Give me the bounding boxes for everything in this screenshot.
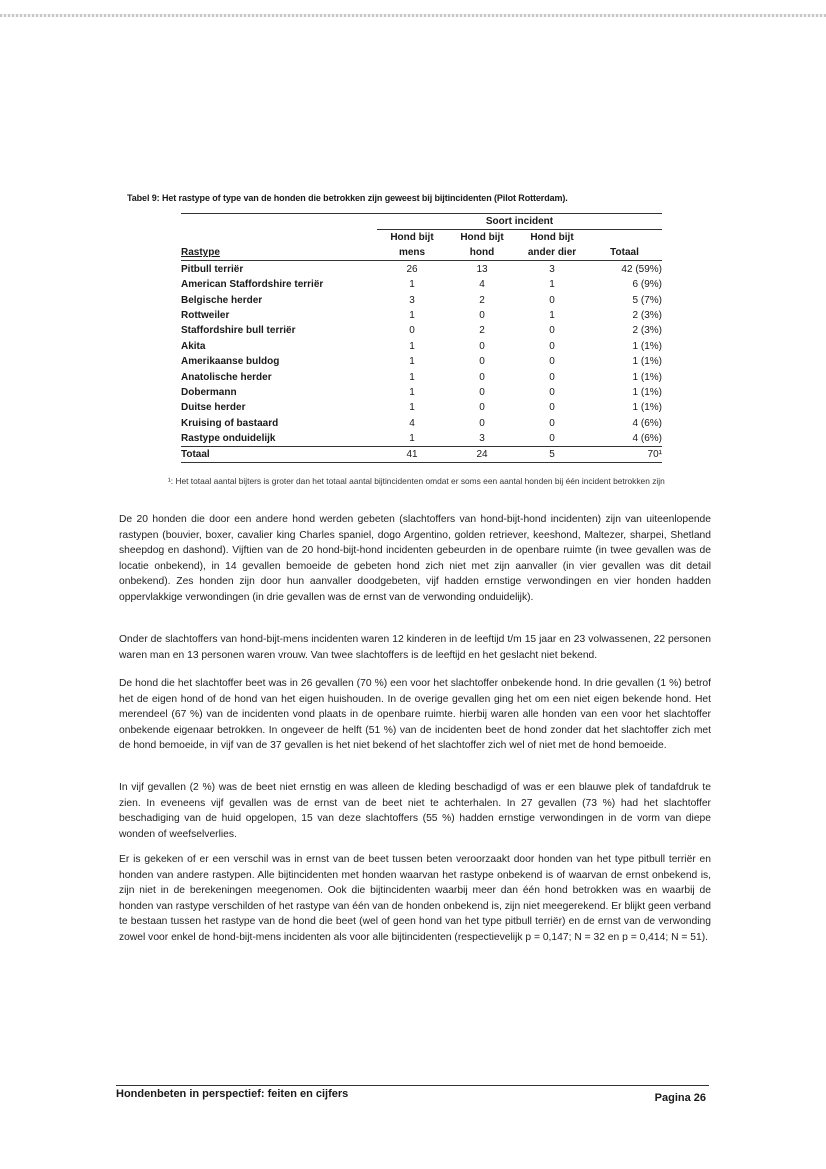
row-dier: 0 — [549, 417, 555, 429]
row-mens: 4 — [409, 417, 415, 429]
row-hond: 0 — [479, 371, 485, 383]
table-body — [181, 261, 662, 447]
row-totaal: 2 (3%) — [632, 309, 662, 321]
col-header-totaal: Totaal — [587, 230, 662, 261]
row-breed: Belgische herder — [181, 294, 263, 306]
table-row — [181, 338, 662, 353]
row-breed: Staffordshire bull terriër — [181, 325, 296, 337]
row-totaal: 1 (1%) — [632, 356, 662, 368]
row-hond: 3 — [479, 433, 485, 445]
row-dier: 1 — [549, 279, 555, 291]
paragraph-2: Onder de slachtoffers van hond-bijt-mens incidenten waren 12 kinderen in de leeftijd t/m 15 jaar en 23 volwassenen, 22 personen waren man en 13 personen waren vrouw. Van twee slachtoffers is de leeftijd en het geslacht niet bekend. — [119, 634, 711, 661]
group-header: Soort incident — [377, 214, 662, 230]
row-totaal: 1 (1%) — [632, 386, 662, 398]
table-row — [181, 277, 662, 292]
row-dier: 0 — [549, 325, 555, 337]
row-totaal: 1 (1%) — [632, 371, 662, 383]
table-caption: Tabel 9: Het rastype of type van de honden die betrokken zijn geweest bij bijtincidenten (Pilot Rotterdam). — [127, 193, 568, 203]
total-dier: 5 — [517, 447, 587, 463]
row-mens: 3 — [409, 294, 415, 306]
table-row — [181, 261, 662, 277]
row-mens: 1 — [409, 371, 415, 383]
breed-table — [181, 213, 662, 463]
table-footnote: ¹: Het totaal aantal bijters is groter dan het totaal aantal bijtincidenten omdat er soms een aantal honden bij één incident betrokken zijn — [168, 476, 665, 486]
footer-rule — [116, 1085, 709, 1086]
row-mens: 1 — [409, 356, 415, 368]
table-row — [181, 292, 662, 307]
total-totaal: 70¹ — [587, 447, 662, 463]
row-mens: 26 — [406, 263, 418, 275]
row-totaal: 6 (9%) — [632, 279, 662, 291]
row-breed: Dobermann — [181, 386, 237, 398]
col-header-rastype: Rastype — [181, 230, 377, 261]
row-hond: 0 — [479, 356, 485, 368]
row-hond: 4 — [479, 279, 485, 291]
row-mens: 1 — [409, 386, 415, 398]
row-hond: 0 — [479, 402, 485, 414]
table-row — [181, 385, 662, 400]
row-dier: 0 — [549, 371, 555, 383]
table-row — [181, 308, 662, 323]
row-breed: American Staffordshire terriër — [181, 279, 324, 291]
row-breed: Rottweiler — [181, 309, 230, 321]
row-totaal: 2 (3%) — [632, 325, 662, 337]
row-breed: Duitse herder — [181, 402, 246, 414]
row-mens: 1 — [409, 309, 415, 321]
row-totaal: 1 (1%) — [632, 402, 662, 414]
total-label: Totaal — [181, 447, 377, 463]
row-totaal: 1 (1%) — [632, 340, 662, 352]
row-mens: 0 — [409, 325, 415, 337]
col-header-mens: Hond bijt mens — [377, 230, 447, 261]
row-dier: 0 — [549, 356, 555, 368]
row-hond: 2 — [479, 325, 485, 337]
row-dier: 0 — [549, 386, 555, 398]
row-breed: Pitbull terriër — [181, 263, 244, 275]
row-breed: Akita — [181, 340, 206, 352]
row-hond: 0 — [479, 417, 485, 429]
paragraph-3: De hond die het slachtoffer beet was in 26 gevallen (70 %) een voor het slachtoffer onbekende hond. In drie gevallen (1 %) betrof het de eigen hond of de hond van het eigen huishouden. In de overige gevallen ging het om een niet eigen bekende hond. Het merendeel (67 %) van de incidenten vond plaats in de openbare ruimte. hierbij waren alle honden van een voor het slachtoffer onbekende eigenaar betrokken. In ongeveer de helft (51 %) van de incidenten beet de hond zonder dat het slachtoffer zich met de hond bemoeide, in vijf van de 37 gevallen is het niet bekend of het slachtoffer zich wel of niet met de hond bemoeide. — [119, 678, 711, 752]
col-header-dier: Hond bijt ander dier — [517, 230, 587, 261]
row-hond: 2 — [479, 294, 485, 306]
table-total-row — [181, 447, 662, 463]
row-breed: Rastype onduidelijk — [181, 433, 276, 445]
row-breed: Amerikaanse buldog — [181, 356, 280, 368]
row-dier: 0 — [549, 340, 555, 352]
row-dier: 1 — [549, 309, 555, 321]
total-mens: 41 — [377, 447, 447, 463]
table-row — [181, 431, 662, 447]
table-row — [181, 369, 662, 384]
paragraph-1: De 20 honden die door een andere hond werden gebeten (slachtoffers van hond-bijt-hond incidenten) zijn van uiteenlopende rastypen (bouvier, boxer, cavalier king Charles spaniel, dogo Argentino, golden retriever, keeshond, Maltezer, sharpei, Shetland sheepdog en dashond). Vijftien van de 20 hond-bijt-hond incidenten gebeurden in de openbare ruimte (in twee gevallen was de locatie onbekend), in 14 gevallen bemoeide de gebeten hond zich niet met zijn aanvaller (in vier gevallen was dit detail onbekend). Zes honden zijn door hun aanvaller doodgebeten, vijf hadden ernstige verwondingen en vier honden hadden oppervlakkige verwondingen (in drie gevallen was de ernst van de verwonding onduidelijk). — [119, 514, 711, 603]
paragraph-4: In vijf gevallen (2 %) was de beet niet ernstig en was alleen de kleding beschadigd of was er een blauwe plek of tandafdruk te zien. In eveneens vijf gevallen was de ernst van de beet niet te achterhalen. In 27 gevallen (73 %) had het slachtoffer beschadiging van de huid opgelopen, 15 van deze slachtoffers (55 %) hadden ernstige verwondingen in de vorm van diepe wonden of weefselverlies. — [119, 782, 711, 840]
paragraph-5: Er is gekeken of er een verschil was in ernst van de beet tussen beten veroorzaakt door honden van het type pitbull terriër en honden van andere rastypen. Alle bijtincidenten met honden waarvan het rastype onbekend is of waarvan de ernst onbekend is, zijn niet in de berekeningen meegenomen. Ook die bijtincidenten waarbij meer dan één hond betrokken was en waarbij de honden van rastype verschilden of het rastype van één van de honden onbekend is, zijn niet meegerekend. Er blijkt geen verband te bestaan tussen het rastype van de hond die beet (wel of geen hond van het type pitbull terriër) en de ernst van de verwonding zowel voor enkel de hond-bijt-mens incidenten als voor alle bijtincidenten (respectievelijk p = 0,147; N = 32 en p = 0,414; N = 51). — [119, 854, 711, 943]
row-dier: 0 — [549, 433, 555, 445]
table-row — [181, 415, 662, 430]
table-row — [181, 400, 662, 415]
row-totaal: 4 (6%) — [632, 433, 662, 445]
row-breed: Kruising of bastaard — [181, 417, 279, 429]
row-totaal: 5 (7%) — [632, 294, 662, 306]
row-totaal: 4 (6%) — [632, 417, 662, 429]
scan-edge-artifact — [0, 14, 826, 17]
footer-title: Hondenbeten in perspectief: feiten en cijfers — [116, 1088, 349, 1100]
page-number: Pagina 26 — [654, 1092, 706, 1104]
row-mens: 1 — [409, 279, 415, 291]
row-mens: 1 — [409, 433, 415, 445]
row-dier: 0 — [549, 294, 555, 306]
row-mens: 1 — [409, 402, 415, 414]
row-hond: 0 — [479, 340, 485, 352]
row-breed: Anatolische herder — [181, 371, 272, 383]
table-row — [181, 354, 662, 369]
row-hond: 13 — [476, 263, 488, 275]
col-header-hond: Hond bijt hond — [447, 230, 517, 261]
row-totaal: 42 (59%) — [621, 263, 662, 275]
row-dier: 0 — [549, 402, 555, 414]
table-row — [181, 323, 662, 338]
row-dier: 3 — [549, 263, 555, 275]
row-mens: 1 — [409, 340, 415, 352]
row-hond: 0 — [479, 386, 485, 398]
row-hond: 0 — [479, 309, 485, 321]
total-hond: 24 — [447, 447, 517, 463]
